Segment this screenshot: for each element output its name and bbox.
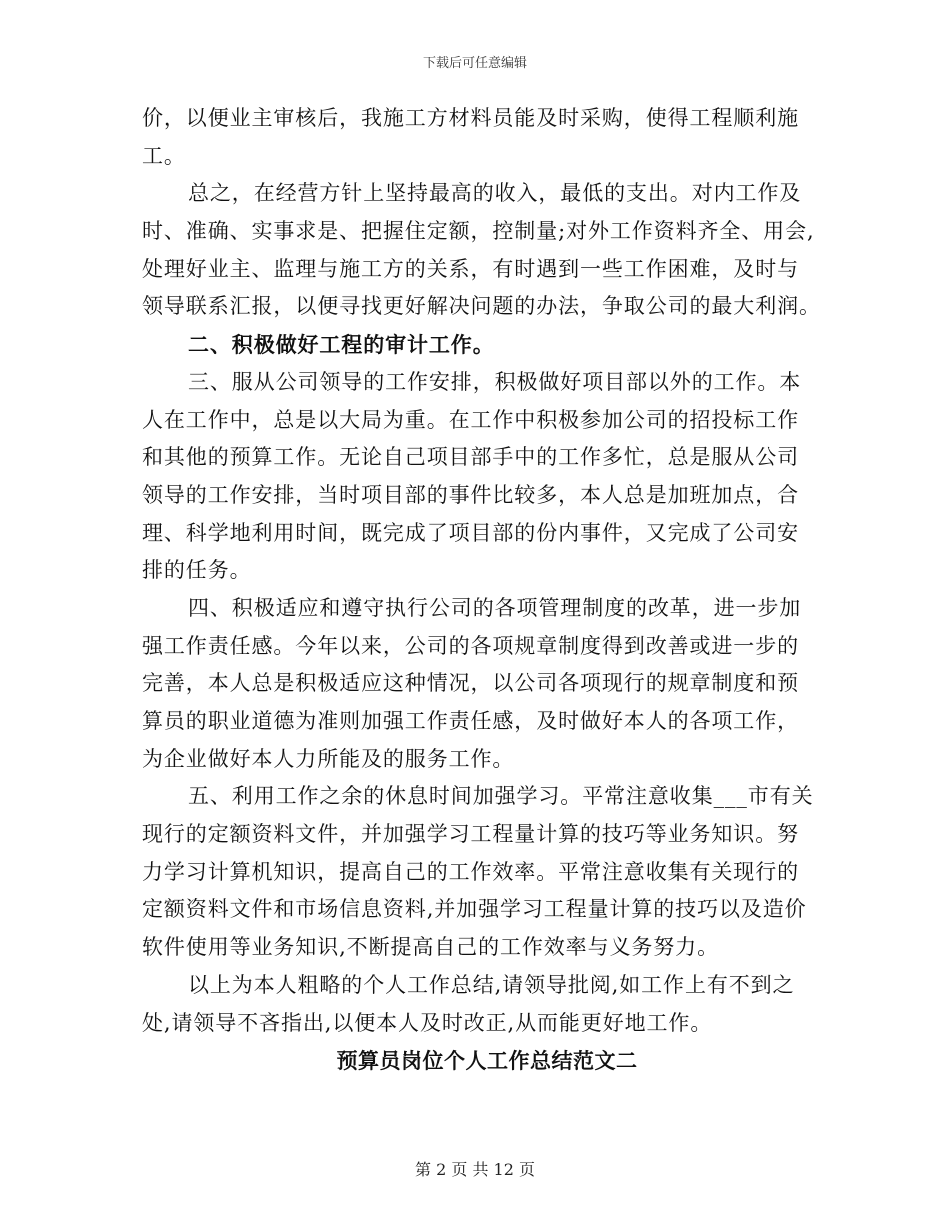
paragraph-line: 算员的职业道德为准则加强工作责任感，及时做好本人的各项工作， [142, 709, 799, 733]
paragraph-line: 现行的定额资料文件，并加强学习工程量计算的技巧等业务知识。努 [142, 822, 799, 847]
paragraph-line: 完善，本人总是积极适应这种情况，以公司各项现行的规章制度和预 [142, 671, 799, 696]
paragraph-line: 软件使用等业务知识,不断提高自己的工作效率与义务努力。 [142, 935, 719, 960]
paragraph-line: 定额资料文件和市场信息资料,并加强学习工程量计算的技巧以及造价 [142, 897, 807, 922]
paragraph-line: 以上为本人粗略的个人工作总结,请领导批阅,如工作上有不到之 [188, 972, 795, 997]
paragraph-line: 人在工作中，总是以大局为重。在工作中积极参加公司的招投标工作 [142, 407, 799, 432]
paragraph-line: 工。 [142, 143, 186, 168]
section-title: 预算员岗位个人工作总结范文二 [336, 1048, 638, 1074]
paragraph-line: 和其他的预算工作。无论自己项目部手中的工作多忙，总是服从公司 [142, 445, 799, 470]
paragraph-line: 领导的工作安排，当时项目部的事件比较多，本人总是加班加点，合 [142, 482, 799, 507]
paragraph-line: 五、利用工作之余的休息时间加强学习。平常注意收集___市有关 [188, 784, 814, 809]
paragraph-line: 处理好业主、监理与施工方的关系，有时遇到一些工作困难，及时与 [142, 256, 799, 281]
page-header: 下载后可任意编辑 [422, 56, 527, 71]
paragraph-line: 力学习计算机知识，提高自己的工作效率。平常注意收集有关现行的 [142, 859, 799, 884]
paragraph-line: 为企业做好本人力所能及的服务工作。 [142, 746, 515, 771]
page-number: 第 2 页 共 12 页 [415, 1160, 535, 1179]
section-heading: 二、积极做好工程的审计工作。 [188, 332, 495, 358]
paragraph-line: 时、准确、实事求是、把握住定额，控制量;对外工作资料齐全、用会, [142, 219, 815, 244]
paragraph-line: 三、服从公司领导的工作安排，积极做好项目部以外的工作。本 [188, 369, 802, 394]
paragraph-line: 处,请领导不吝指出,以便本人及时改正,从而能更好地工作。 [142, 1010, 713, 1035]
document-body [142, 100, 821, 1080]
paragraph-line: 价，以便业主审核后，我施工方材料员能及时采购，使得工程顺利施 [142, 106, 799, 130]
paragraph-line: 总之，在经营方针上坚持最高的收入，最低的支出。对内工作及 [188, 181, 802, 206]
paragraph-line: 领导联系汇报，以便寻找更好解决问题的办法，争取公司的最大利润。 [142, 294, 821, 319]
paragraph-line: 四、积极适应和遵守执行公司的各项管理制度的改革，进一步加 [188, 595, 802, 620]
paragraph-line: 理、科学地利用时间，既完成了项目部的份内事件，又完成了公司安 [142, 520, 799, 545]
paragraph-line: 排的任务。 [142, 558, 252, 583]
paragraph-line: 强工作责任感。今年以来，公司的各项规章制度得到改善或进一步的 [142, 633, 799, 658]
